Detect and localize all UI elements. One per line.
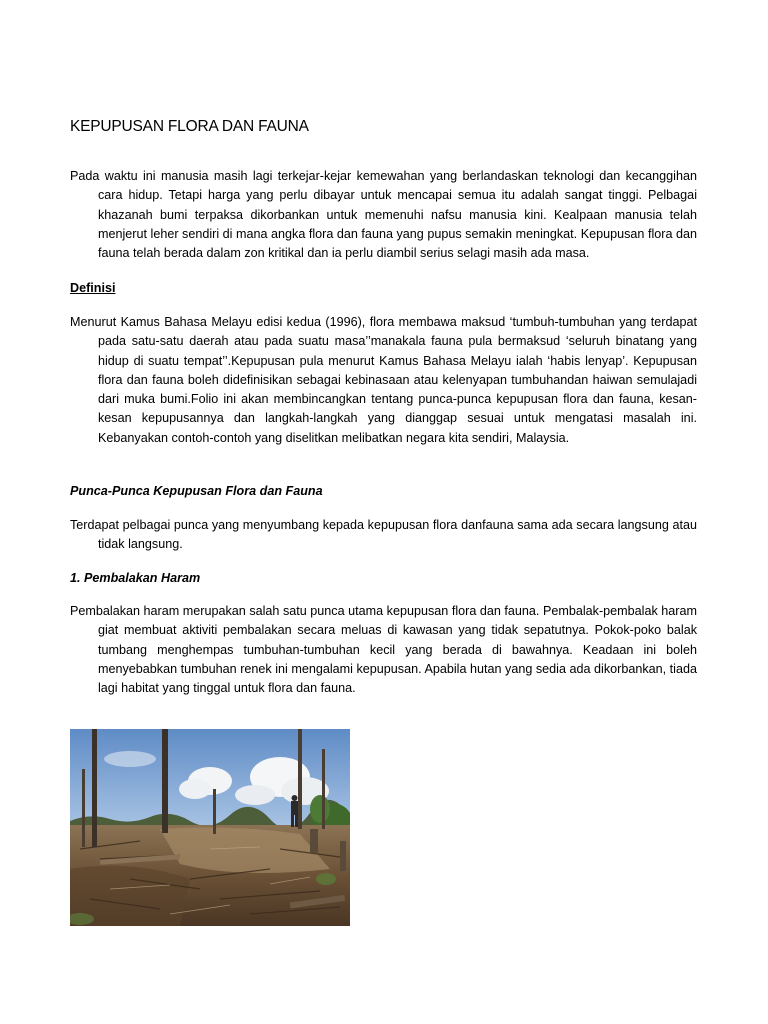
document-title: KEPUPUSAN FLORA DAN FAUNA (70, 118, 309, 135)
causes-heading: Punca-Punca Kepupusan Flora dan Fauna (70, 484, 323, 498)
definition-paragraph: Menurut Kamus Bahasa Melayu edisi kedua (1996), flora membawa maksud ‘tumbuh-tumbuhan yang terdapat pada satu-satu daerah atau pada suatu masa’’manakala fauna pula bermaksud ‘seluruh binatang yang hidup di suatu tempat’’.Kepupusan pula menurut Kamus Bahasa Melayu ialah ‘habis lenyap’. Kepupusan flora dan fauna boleh didefinisikan sebagai kebinasaan atau kelenyapan tumbuhandan haiwan semulajadi dari muka bumi.Folio ini akan membincangkan tentang punca-punca kepupusan flora dan fauna, kesan-kesan kepupusannya dan langkah-langkah yang dianggap sesuai untuk mengatasi masalah ini. Kebanyakan contoh-contoh yang diselitkan melibatkan negara kita sendiri, Malaysia. (70, 315, 697, 445)
logging-paragraph: Pembalakan haram merupakan salah satu punca utama kepupusan flora dan fauna. Pembalak-pembalak haram giat membuat aktiviti pembalakan secara meluas di kawasan yang tidak sepatutnya. Pokok-poko balak tumbang menghempas tumbuhan-tumbuhan kecil yang berada di bawahnya. Keadaan ini boleh menyebabkan tumbuhan renek ini mengalami kepupusan. Apabila hutan yang sedia ada dikorbankan, tiada lagi habitat yang tinggal untuk flora dan fauna. (70, 604, 697, 696)
definition-heading: Definisi (70, 281, 116, 295)
deforestation-photo-illustration (70, 729, 350, 926)
causes-paragraph: Terdapat pelbagai punca yang menyumbang kepada kepupusan flora danfauna sama ada secara langsung atau tidak langsung. (70, 518, 697, 552)
intro-paragraph: Pada waktu ini manusia masih lagi terkejar-kejar kemewahan yang berlandaskan teknologi dan kecanggihan cara hidup. Tetapi harga yang perlu dibayar untuk mencapai semua itu adalah sangat tinggi. Pelbagai khazanah bumi terpaksa dikorbankan untuk memenuhi nafsu manusia kini. Kealpaan manusia telah menjerut leher sendiri di mana angka flora dan fauna yang pupus semakin meningkat. Kepupusan flora dan fauna telah berada dalam zon kritikal dan ia perlu diambil serius selagi masih ada masa. (70, 169, 697, 261)
deforestation-photo (70, 729, 350, 926)
logging-heading: 1. Pembalakan Haram (70, 571, 201, 585)
